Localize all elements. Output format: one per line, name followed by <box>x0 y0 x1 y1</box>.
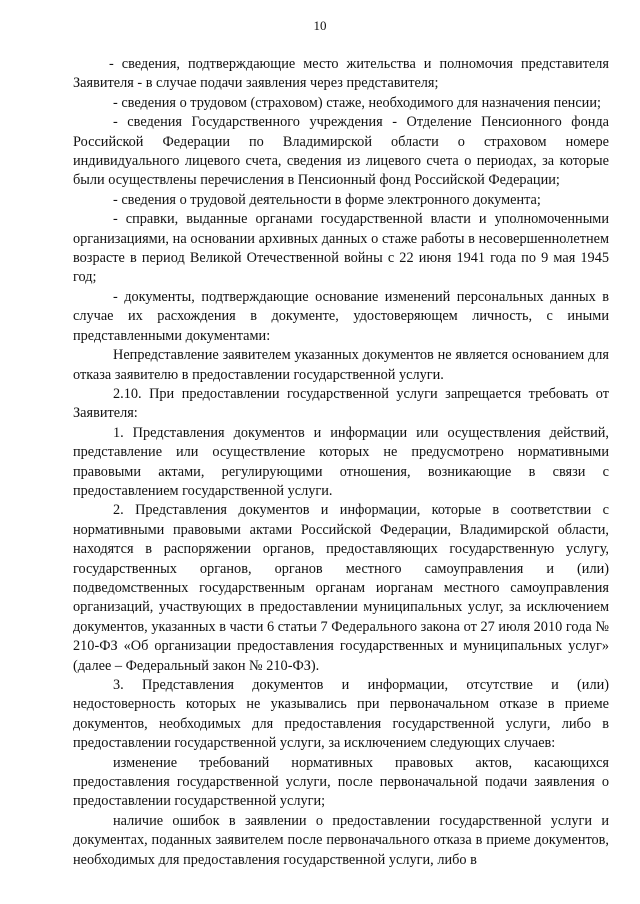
paragraph-electronic-labor-record: - сведения о трудовой деятельности в форме электронного документа; <box>113 191 541 208</box>
paragraph-pension-fund-info: - сведения Государственного учреждения - Отделение Пенсионного фонда Российской Федерации по Владимирской области о страховом номере индивидуального лицевого счета, сведения из лицевого счета о периодах, за которые были осуществлены перечисления в Пенсионный фонд Российской Федерации; <box>73 114 609 189</box>
page-number: 10 <box>313 18 327 33</box>
paragraph-non-submission: Непредставление заявителем указанных документов не является основанием для отказа заявителю в предоставлении государственной услуги. <box>73 347 609 383</box>
document-body <box>73 55 609 870</box>
paragraph-case-requirements-change: изменение требований нормативных правовых актов, касающихся предоставления государственной услуги, после первоначальной подачи заявления о предоставлении государственной услуги; <box>73 754 609 810</box>
paragraph-representative-info: - сведения, подтверждающие место жительства и полномочия представителя Заявителя - в случае подачи заявления через представителя; <box>73 56 609 92</box>
paragraph-item-2: 2. Представления документов и информации, которые в соответствии с нормативными правовыми актами Российской Федерации, Владимирской области, находятся в распоряжении органов, предоставляющих государственную услугу, государственных органов, органов местного самоуправления и (или) подведомственных государственным органам иорганам местного самоуправления организаций, участвующих в предоставлении муниципальных услуг, за исключением документов, указанных в части 6 статьи 7 Федерального закона от 27 июля 2010 года № 210-ФЗ «Об организации предоставления государственных и муниципальных услуг» (далее – Федеральный закон № 210-ФЗ). <box>73 502 609 674</box>
paragraph-archive-certificates: - справки, выданные органами государственной власти и уполномоченными организациями, на основании архивных данных о стаже работы в несовершеннолетнем возрасте в период Великой Отечественной войны с 22 июня 1941 года по 9 мая 1945 год; <box>73 211 609 286</box>
paragraph-insurance-experience: - сведения о трудовом (страховом) стаже, необходимого для назначения пенсии; <box>113 94 601 111</box>
paragraph-item-1: 1. Представления документов и информации или осуществления действий, представление или осуществление которых не предусмотрено нормативными правовыми актами, регулирующими отношения, возникающие в связи с предоставлением государственной услуги. <box>73 424 609 499</box>
paragraph-personal-data-changes: - документы, подтверждающие основание изменений персональных данных в случае их расхождения в документе, удостоверяющем личность, с иными представленными документами: <box>73 288 609 344</box>
paragraph-section-2-10: 2.10. При предоставлении государственной услуги запрещается требовать от Заявителя: <box>73 385 609 422</box>
paragraph-case-errors: наличие ошибок в заявлении о предоставлении государственной услуги и документах, поданных заявителем после первоначального отказа в приеме документов, необходимых для предоставления государственной услуги, либо в <box>73 812 609 868</box>
paragraph-item-3: 3. Представления документов и информации, отсутствие и (или) недостоверность которых не указывались при первоначальном отказе в приеме документов, необходимых для предоставления государственной услуги, либо в предоставлении государственной услуги, за исключением следующих случаев: <box>73 677 609 752</box>
